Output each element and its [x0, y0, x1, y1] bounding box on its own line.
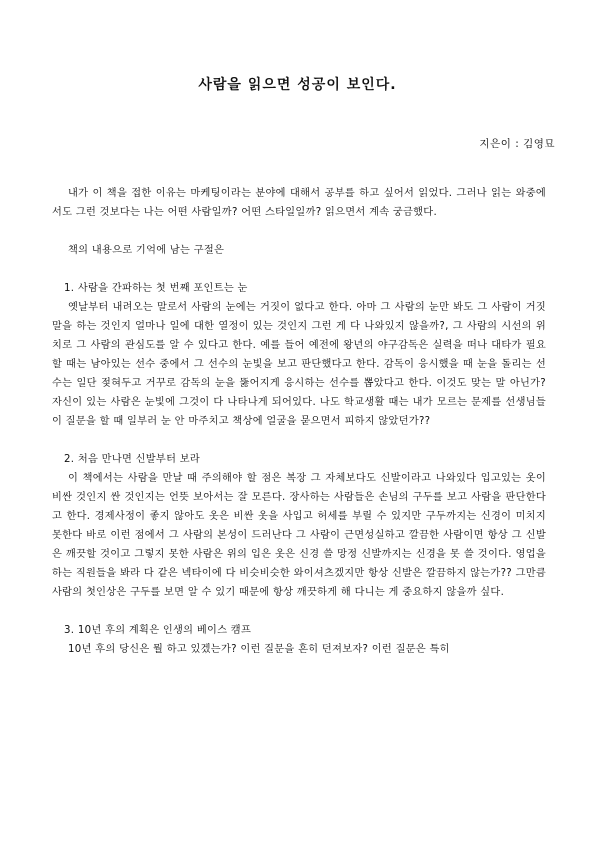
section-heading-1: 1. 사람을 간파하는 첫 번째 포인트는 눈	[64, 283, 248, 294]
section-body-1: 옛날부터 내려오는 말로서 사람의 눈에는 거짓이 없다고 한다. 아마 그 사람의 눈만 봐도 그 사람이 거짓말을 하는 것인지 얼마나 일에 대한 열정이 있는 것인지 그런 게 다 나와있지 않을까?, 그 사람의 시선의 위치로 그 사람의 관심도를 알 수 있다고 한다. 예를 들어 예전에 왕년의 야구감독은 실력을 떠나 대타가 필요할 때는 남아있는 선수 중에서 그 선수의 눈빛을 보고 판단했다고 한다. 감독이 응시했을 때 눈을 돌리는 선수는 일단 젖혀두고 거꾸로 감독의 눈을 뚫어지게 응시하는 선수를 뽑았다고 한다. 이것도 맞는 말 아닌가? 자신이 있는 사람은 눈빛에 그것이 다 나타나게 되어있다. 나도 학교생활 때는 내가 모르는 문제를 선생님들이 질문을 할 때 일부러 눈 안 마주치고 책상에 얼굴을 묻으면서 피하지 않았던가??	[52, 302, 546, 427]
author-line: 지은이 : 김영묘	[479, 138, 555, 150]
section-body-3: 10년 후의 당신은 뭘 하고 있겠는가? 이런 질문을 흔히 던져보자? 이런 질문은 특히	[68, 644, 450, 655]
section-body-2: 이 책에서는 사람을 만날 때 주의해야 할 점은 복장 그 자체보다도 신발이라고 나와있다 입고있는 옷이 비싼 것인지 싼 것인지는 언뜻 보아서는 잘 모른다. 장사하는 사람들은 손님의 구두를 보고 사람을 판단한다고 한다. 경제사정이 좋지 않아도 옷은 비싼 옷을 사입고 허세를 부릴 수 있지만 구두까지는 신경이 미치지 못한다 바로 이런 점에서 그 사람의 본성이 드러난다 그 사람이 근면성실하고 깔끔한 사람이면 항상 그 신발은 깨끗할 것이고 그렇지 못한 사람은 위의 입은 옷은 신경 쓸 망정 신발까지는 신경을 못 쓸 것이다. 영업을 하는 직원들을 봐라 다 같은 넥타이에 다 비슷비슷한 와이셔츠겠지만 항상 신발은 깔끔하지 않는가?? 그만큼 사람의 첫인상은 구두를 보면 알 수 있기 때문에 항상 깨끗하게 해 다니는 게 중요하지 않을까 싶다.	[52, 473, 546, 598]
memorable-intro: 책의 내용으로 기억에 남는 구절은	[68, 245, 225, 256]
document-title: 사람을 읽으면 성공이 보인다.	[198, 77, 397, 93]
intro-paragraph: 내가 이 책을 접한 이유는 마케팅이라는 분야에 대해서 공부를 하고 싶어서 읽었다. 그러나 읽는 와중에서도 그런 것보다는 나는 어떤 사람일까? 어떤 스타일일까? 읽으면서 계속 궁금했다.	[52, 188, 546, 218]
section-heading-2: 2. 처음 만나면 신발부터 보라	[64, 454, 201, 465]
section-heading-3: 3. 10년 후의 계획은 인생의 베이스 캠프	[64, 625, 252, 636]
document-body	[52, 184, 546, 659]
